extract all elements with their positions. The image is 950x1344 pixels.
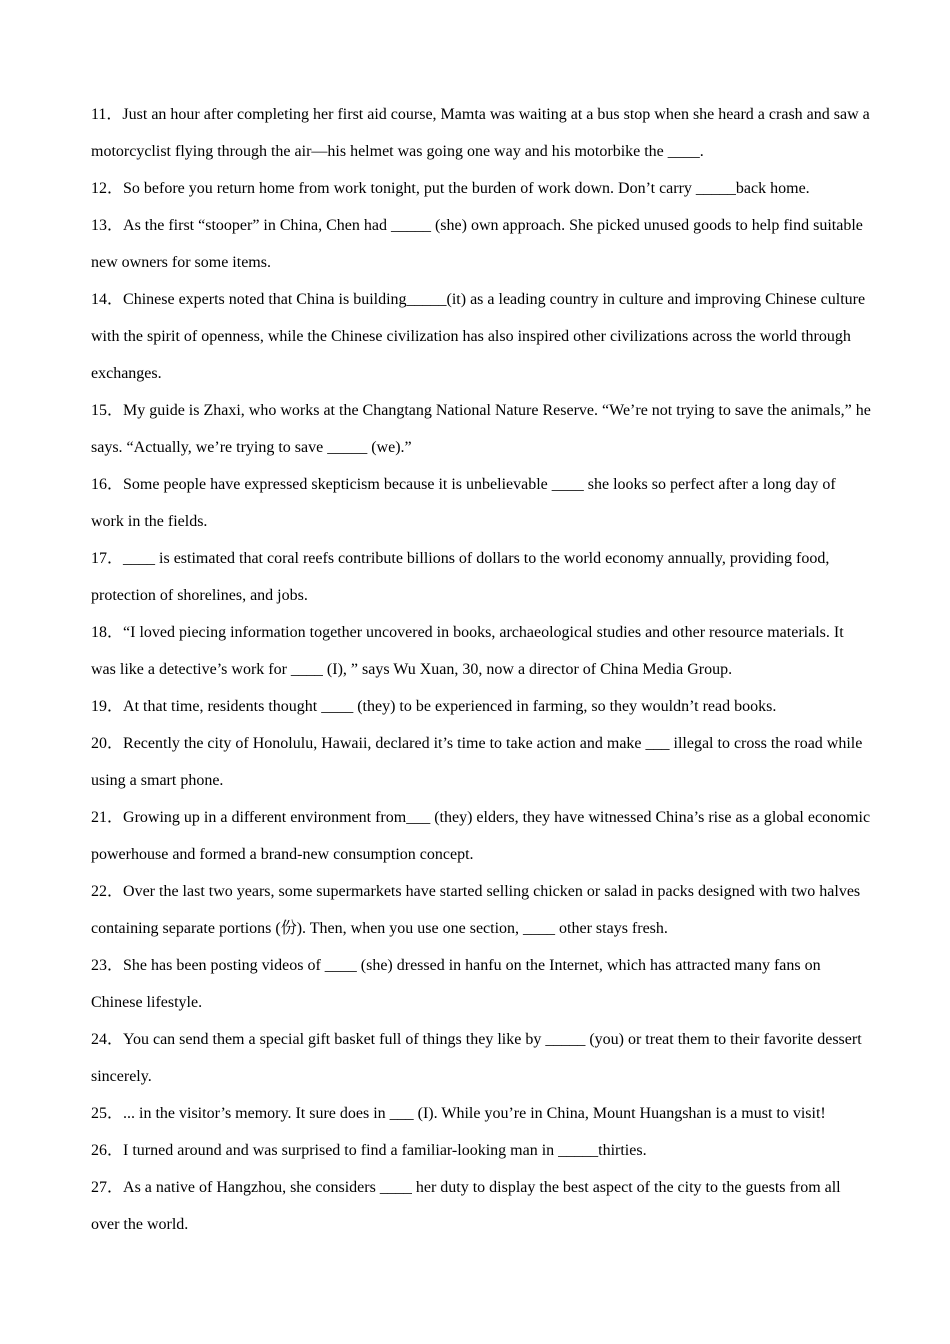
question-12	[91, 170, 871, 207]
question-26	[91, 1132, 871, 1169]
question-text: You can send them a special gift basket full of things they like by _____ (you) or treat them to their favorite dessert sincerely.	[91, 1031, 862, 1085]
question-text: Growing up in a different environment from___ (they) elders, they have witnessed China’s rise as a global economic powerhouse and formed a brand-new consumption concept.	[91, 809, 871, 863]
question-23	[91, 947, 871, 1021]
question-21	[91, 799, 871, 873]
question-text: Chinese experts noted that China is building_____(it) as a leading country in culture and improving Chinese culture with the spirit of openness, while the Chinese civilization has also inspired other civilizations across the world through exchanges.	[91, 291, 866, 382]
question-text: She has been posting videos of ____ (she) dressed in hanfu on the Internet, which has attracted many fans on Chinese lifestyle.	[91, 957, 821, 1011]
question-text: As a native of Hangzhou, she considers ____ her duty to display the best aspect of the city to the guests from all over the world.	[91, 1179, 841, 1233]
question-number: 26．	[91, 1142, 124, 1159]
question-number: 22．	[91, 883, 124, 900]
question-text: Recently the city of Honolulu, Hawaii, declared it’s time to take action and make ___ illegal to cross the road while using a smart phone.	[91, 735, 863, 789]
question-number: 19．	[91, 698, 124, 715]
question-number: 14．	[91, 291, 124, 308]
question-number: 13．	[91, 217, 124, 234]
question-text: Some people have expressed skepticism because it is unbelievable ____ she looks so perfect after a long day of work in the fields.	[91, 476, 836, 530]
question-text: I turned around and was surprised to find a familiar-looking man in _____thirties.	[123, 1142, 647, 1159]
question-27	[91, 1169, 871, 1243]
question-text: ____ is estimated that coral reefs contribute billions of dollars to the world economy annually, providing food, protection of shorelines, and jobs.	[91, 550, 830, 604]
question-text: ... in the visitor’s memory. It sure does in ___ (I). While you’re in China, Mount Huangshan is a must to visit!	[123, 1105, 826, 1122]
question-number: 18．	[91, 624, 124, 641]
question-text: My guide is Zhaxi, who works at the Changtang National Nature Reserve. “We’re not trying to save the animals,” he says. “Actually, we’re trying to save _____ (we).”	[91, 402, 871, 456]
question-text: “I loved piecing information together uncovered in books, archaeological studies and other resource materials. It was like a detective’s work for ____ (I), ” says Wu Xuan, 30, now a director of China Media Group.	[91, 624, 844, 678]
question-18	[91, 614, 871, 688]
question-number: 15．	[91, 402, 124, 419]
question-number: 20．	[91, 735, 124, 752]
question-number: 11．	[91, 106, 123, 123]
question-number: 12．	[91, 180, 124, 197]
question-22	[91, 873, 871, 947]
question-17	[91, 540, 871, 614]
question-14	[91, 281, 871, 392]
question-number: 21．	[91, 809, 124, 826]
question-24	[91, 1021, 871, 1095]
question-19	[91, 688, 871, 725]
question-25	[91, 1095, 871, 1132]
question-text: So before you return home from work tonight, put the burden of work down. Don’t carry _____back home.	[123, 180, 810, 197]
question-text: Just an hour after completing her first aid course, Mamta was waiting at a bus stop when she heard a crash and saw a motorcyclist flying through the air—his helmet was going one way and his motorbike the ____.	[91, 106, 870, 160]
question-11	[91, 96, 871, 170]
question-list	[91, 96, 871, 1243]
question-13	[91, 207, 871, 281]
question-number: 17．	[91, 550, 124, 567]
question-number: 23．	[91, 957, 124, 974]
question-15	[91, 392, 871, 466]
question-number: 25．	[91, 1105, 124, 1122]
question-number: 24．	[91, 1031, 124, 1048]
question-16	[91, 466, 871, 540]
question-text: Over the last two years, some supermarkets have started selling chicken or salad in packs designed with two halves containing separate portions (份). Then, when you use one section, ____ other stays fresh.	[91, 883, 861, 937]
question-number: 16．	[91, 476, 124, 493]
question-20	[91, 725, 871, 799]
question-number: 27．	[91, 1179, 124, 1196]
question-text: As the first “stooper” in China, Chen had _____ (she) own approach. She picked unused goods to help find suitable new owners for some items.	[91, 217, 863, 271]
question-text: At that time, residents thought ____ (they) to be experienced in farming, so they wouldn’t read books.	[123, 698, 777, 715]
